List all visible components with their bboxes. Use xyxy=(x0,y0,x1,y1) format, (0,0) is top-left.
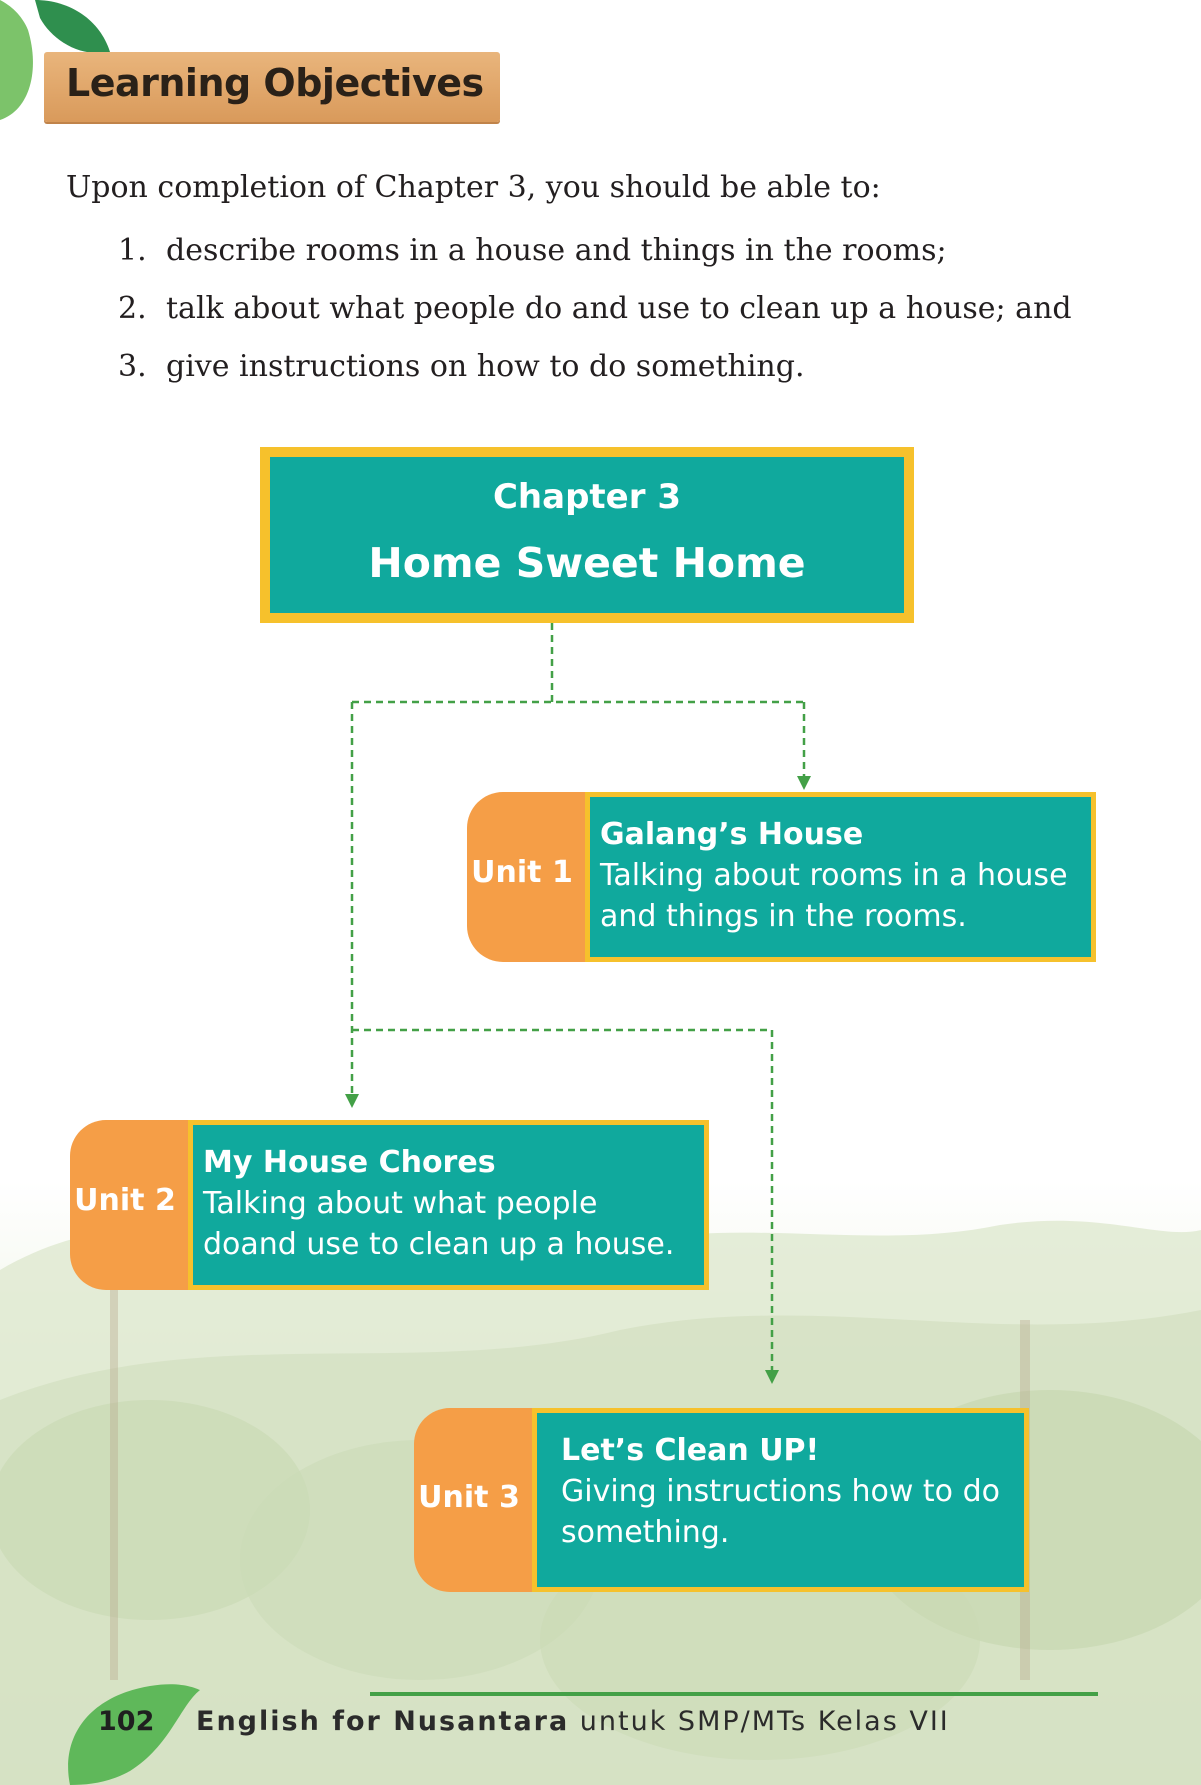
unit-label: Unit 3 xyxy=(418,1480,520,1515)
intro-text: Upon completion of Chapter 3, you should be able to: xyxy=(66,170,881,205)
unit-label: Unit 1 xyxy=(471,855,573,890)
unit-2-box xyxy=(70,1120,709,1290)
unit-title: Let’s Clean UP! xyxy=(561,1433,820,1468)
list-text: talk about what people do and use to clean up a house; and xyxy=(166,291,1072,326)
footer-divider xyxy=(370,1692,1098,1696)
unit-label: Unit 2 xyxy=(74,1183,176,1218)
arrowhead-unit2-icon xyxy=(345,1094,359,1108)
unit-tab xyxy=(70,1120,200,1290)
arrowhead-unit3-icon xyxy=(765,1370,779,1384)
list-number: 1. xyxy=(118,233,147,268)
unit-description-line: Talking about rooms in a house xyxy=(600,858,1068,893)
list-number: 3. xyxy=(118,349,147,384)
chapter-number: Chapter 3 xyxy=(492,477,681,517)
list-text: give instructions on how to do something. xyxy=(166,349,805,384)
book-title-bold: English for Nusantara xyxy=(196,1706,570,1737)
chapter-title: Home Sweet Home xyxy=(368,539,806,587)
unit-description-line: something. xyxy=(561,1515,730,1550)
section-title: Learning Objectives xyxy=(66,61,484,105)
unit-description-line: Giving instructions how to do xyxy=(561,1474,1000,1509)
unit-tab xyxy=(414,1408,544,1592)
unit-body xyxy=(532,1408,1029,1592)
unit-title: Galang’s House xyxy=(600,817,864,852)
unit-title: My House Chores xyxy=(203,1145,496,1180)
book-title-rest: untuk SMP/MTs Kelas VII xyxy=(569,1706,950,1737)
book-title xyxy=(196,1706,950,1737)
list-number: 2. xyxy=(118,291,147,326)
unit-body xyxy=(585,792,1096,962)
unit-description-line: and things in the rooms. xyxy=(600,899,967,934)
unit-3-box xyxy=(414,1408,1029,1592)
list-text: describe rooms in a house and things in the rooms; xyxy=(166,233,947,268)
arrowhead-unit1-icon xyxy=(797,776,811,790)
unit-description-line: Talking about what people xyxy=(203,1186,598,1221)
unit-body xyxy=(188,1120,709,1290)
unit-description-line: doand use to clean up a house. xyxy=(203,1227,675,1262)
unit-tab xyxy=(467,792,597,962)
page-number: 102 xyxy=(98,1706,155,1737)
unit-1-box xyxy=(467,792,1096,962)
chapter-box xyxy=(260,447,914,623)
